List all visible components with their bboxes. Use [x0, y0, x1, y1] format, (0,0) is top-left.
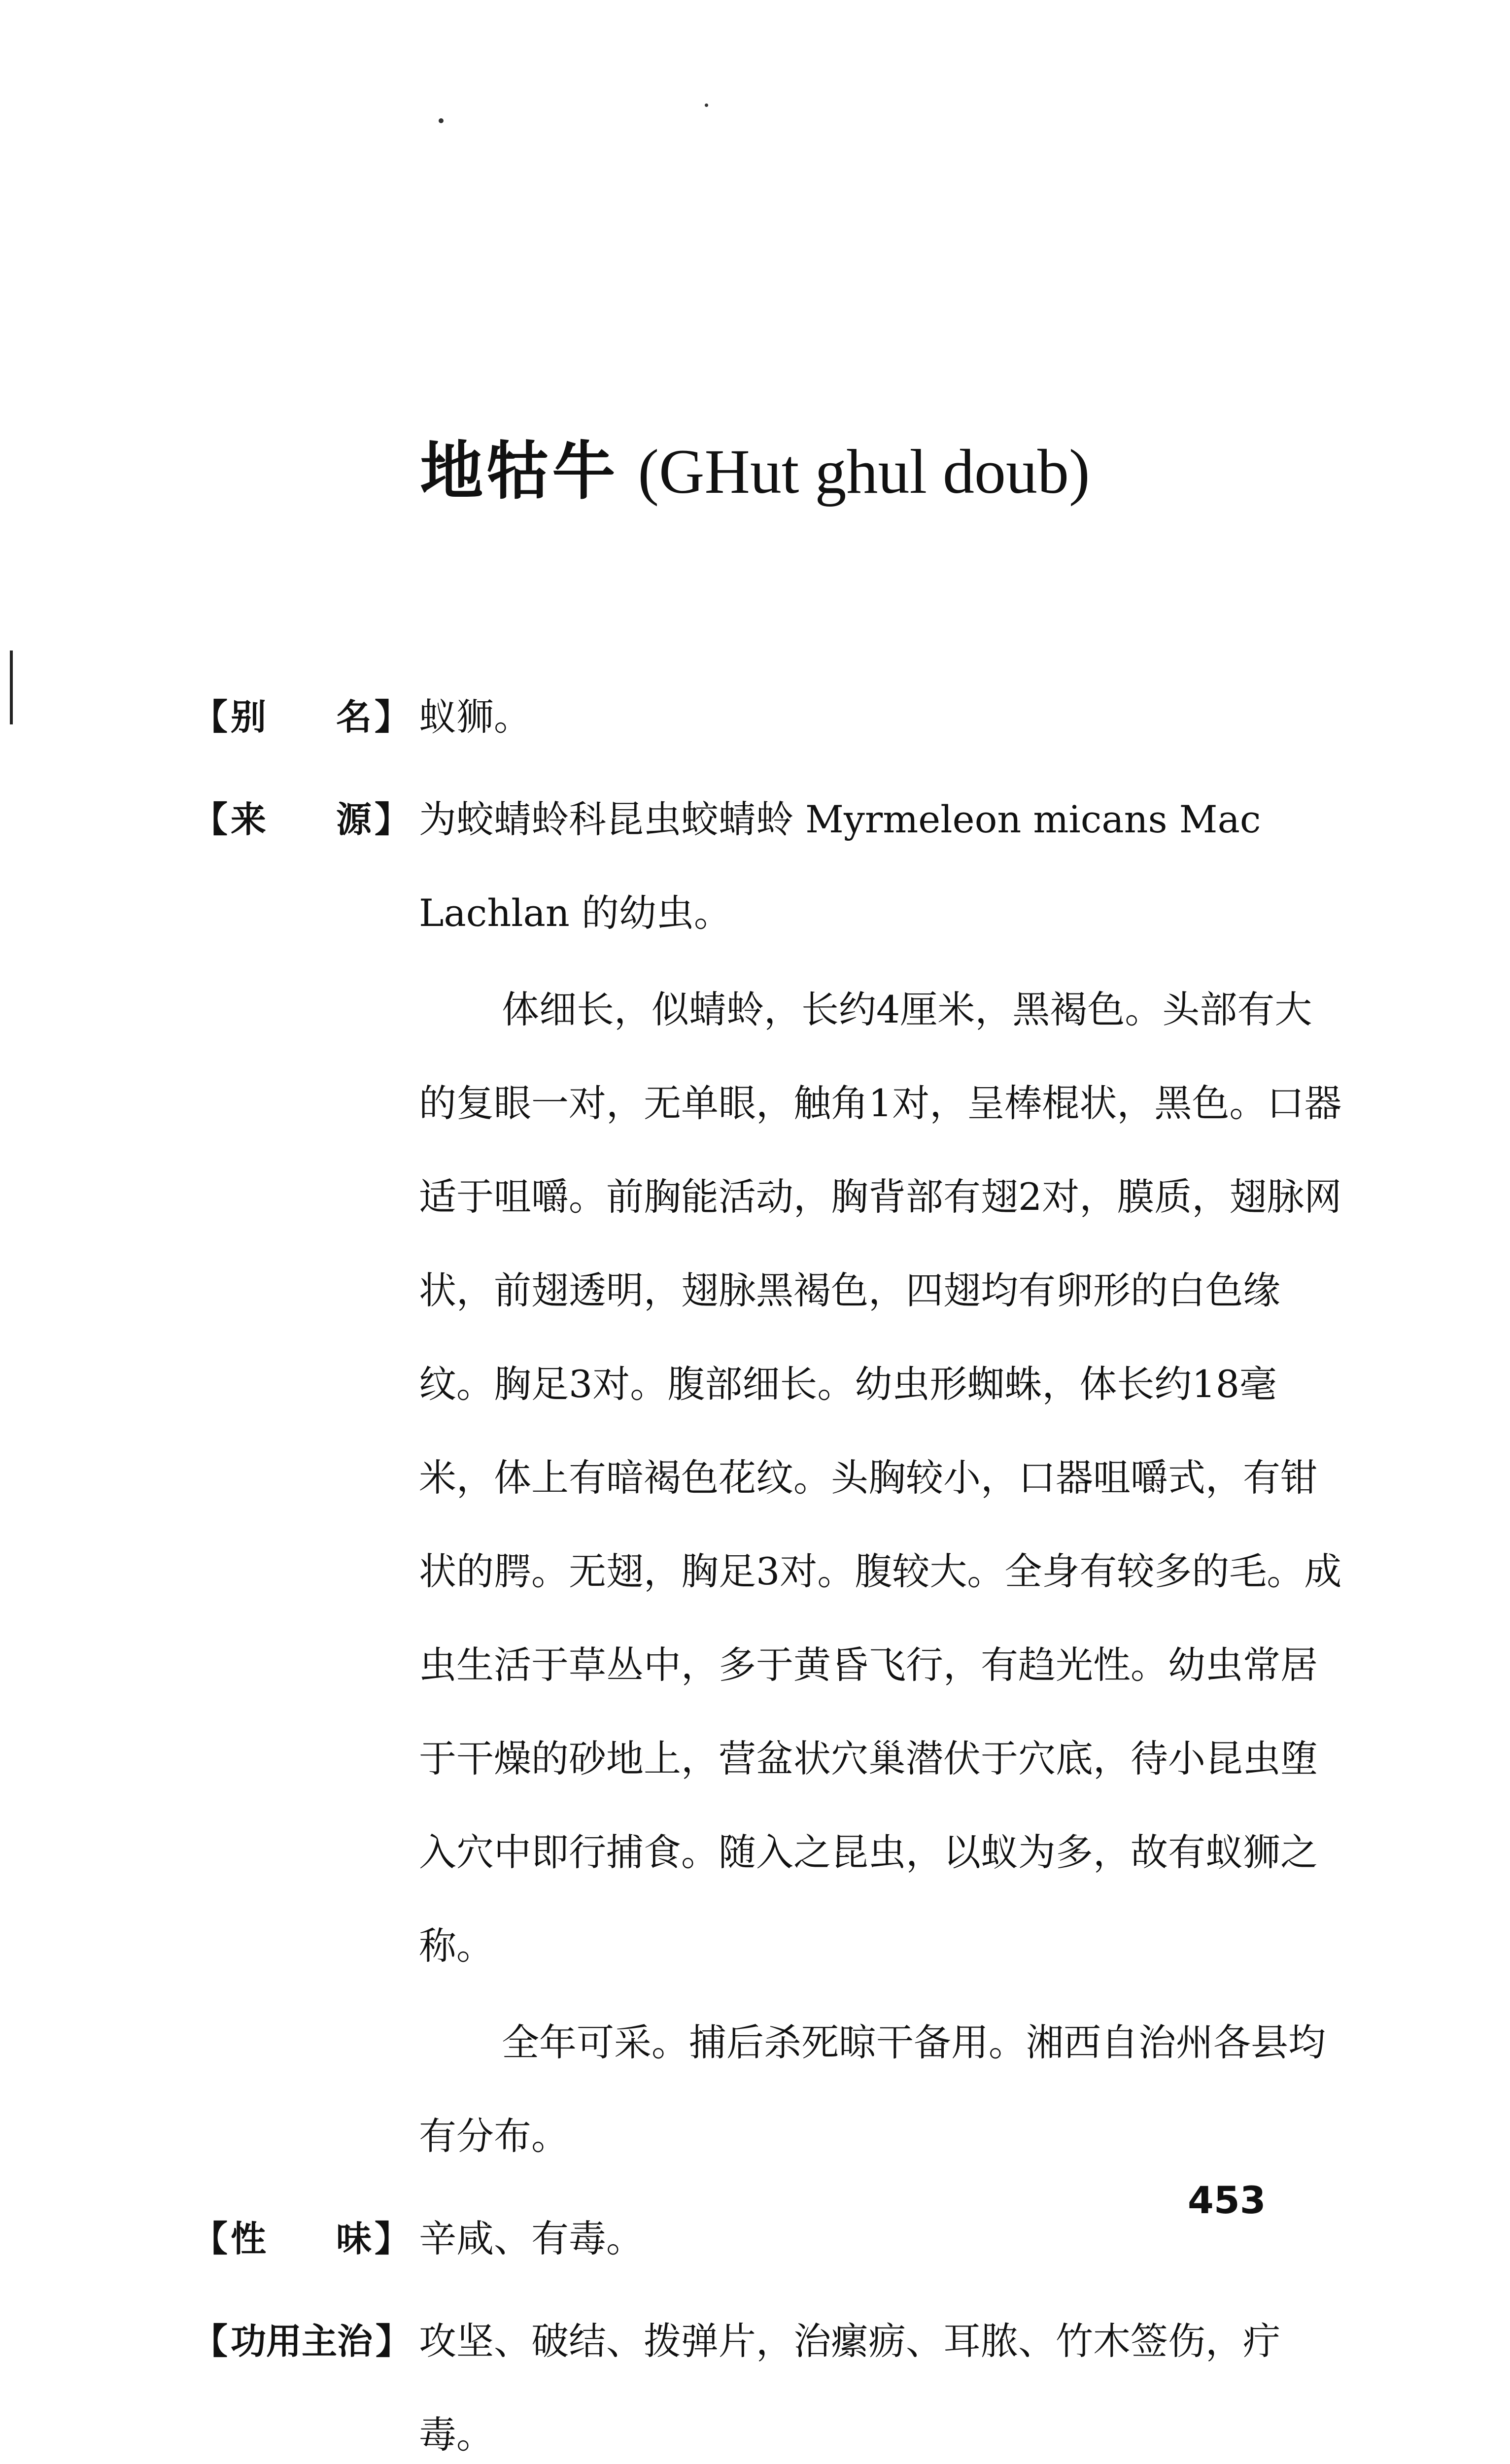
entry-list [192, 670, 1345, 2464]
entry-label [192, 2192, 419, 2286]
label-part: 功用主治 [231, 2321, 373, 2362]
page-title [0, 434, 1510, 510]
entry [192, 2294, 1345, 2464]
label-part: 名 [336, 696, 372, 738]
entry-paragraph: 辛咸、有毒。 [419, 2217, 644, 2260]
label-open-bracket: 【 [192, 2218, 228, 2259]
entry-paragraph: 全年可采。捕后杀死晾干备用。湘西自治州各县均有分布。 [419, 2020, 1326, 2158]
entry-label [192, 670, 419, 764]
scan-margin-mark [10, 650, 13, 724]
label-text [228, 670, 375, 764]
label-close-bracket: 】 [374, 696, 410, 738]
entry-paragraph: 为蛟蜻蛉科昆虫蛟蜻蛉 Myrmeleon micans Mac Lachlan 的幼虫。 [419, 797, 1261, 935]
entry [192, 773, 1345, 2183]
label-close-bracket: 】 [376, 2321, 412, 2362]
entry-paragraph: 蚁狮。 [419, 695, 531, 739]
title-chinese: 地牯牛 [420, 435, 618, 508]
label-open-bracket: 【 [192, 2321, 228, 2362]
scan-speck [439, 118, 444, 123]
label-part: 别 [231, 696, 267, 738]
label-part: 味 [336, 2218, 372, 2259]
entry-label [192, 2294, 419, 2388]
label-open-bracket: 【 [192, 799, 228, 840]
entry-label [192, 773, 419, 866]
entry-content [419, 2294, 1345, 2464]
page-number: 453 [1188, 2178, 1266, 2222]
entry-content [419, 670, 1345, 764]
entry [192, 2192, 1345, 2286]
label-text [228, 2192, 375, 2286]
entry-paragraph: 攻坚、破结、拨弹片，治瘰疬、耳脓、竹木签伤，疔毒。 [419, 2319, 1280, 2457]
label-part: 来 [231, 799, 267, 840]
label-text [228, 2294, 376, 2388]
entry-paragraph: 体细长，似蜻蛉，长约4厘米，黑褐色。头部有大的复眼一对，无单眼，触角1对，呈棒棍状，黑色。口器适于咀嚼。前胸能活动，胸背部有翅2对，膜质，翅脉网状，前翅透明，翅脉黑褐色，四翅均有卵形的白色缘纹。胸足3对。腹部细长。幼虫形蜘蛛，体长约18毫米，体上有暗褐色花纹。头胸较小，口器咀嚼式，有钳状的腭。无翅，胸足3对。腹较大。全身有较多的毛。成虫生活于草丛中，多于黄昏飞行，有趋光性。幼虫常居于干燥的砂地上，营盆状穴巢潜伏于穴底，待小昆虫堕入穴中即行捕食。随入之昆虫，以蚁为多，故有蚁狮之称。 [419, 988, 1342, 1968]
label-text [228, 773, 375, 866]
label-close-bracket: 】 [374, 799, 410, 840]
entry-content [419, 773, 1345, 2183]
label-open-bracket: 【 [192, 696, 228, 738]
entry [192, 670, 1345, 764]
scan-speck [705, 103, 708, 107]
label-part: 性 [231, 2218, 267, 2259]
title-romanized: (GHut ghul doub) [638, 437, 1090, 507]
label-close-bracket: 】 [374, 2218, 410, 2259]
label-part: 源 [336, 799, 372, 840]
